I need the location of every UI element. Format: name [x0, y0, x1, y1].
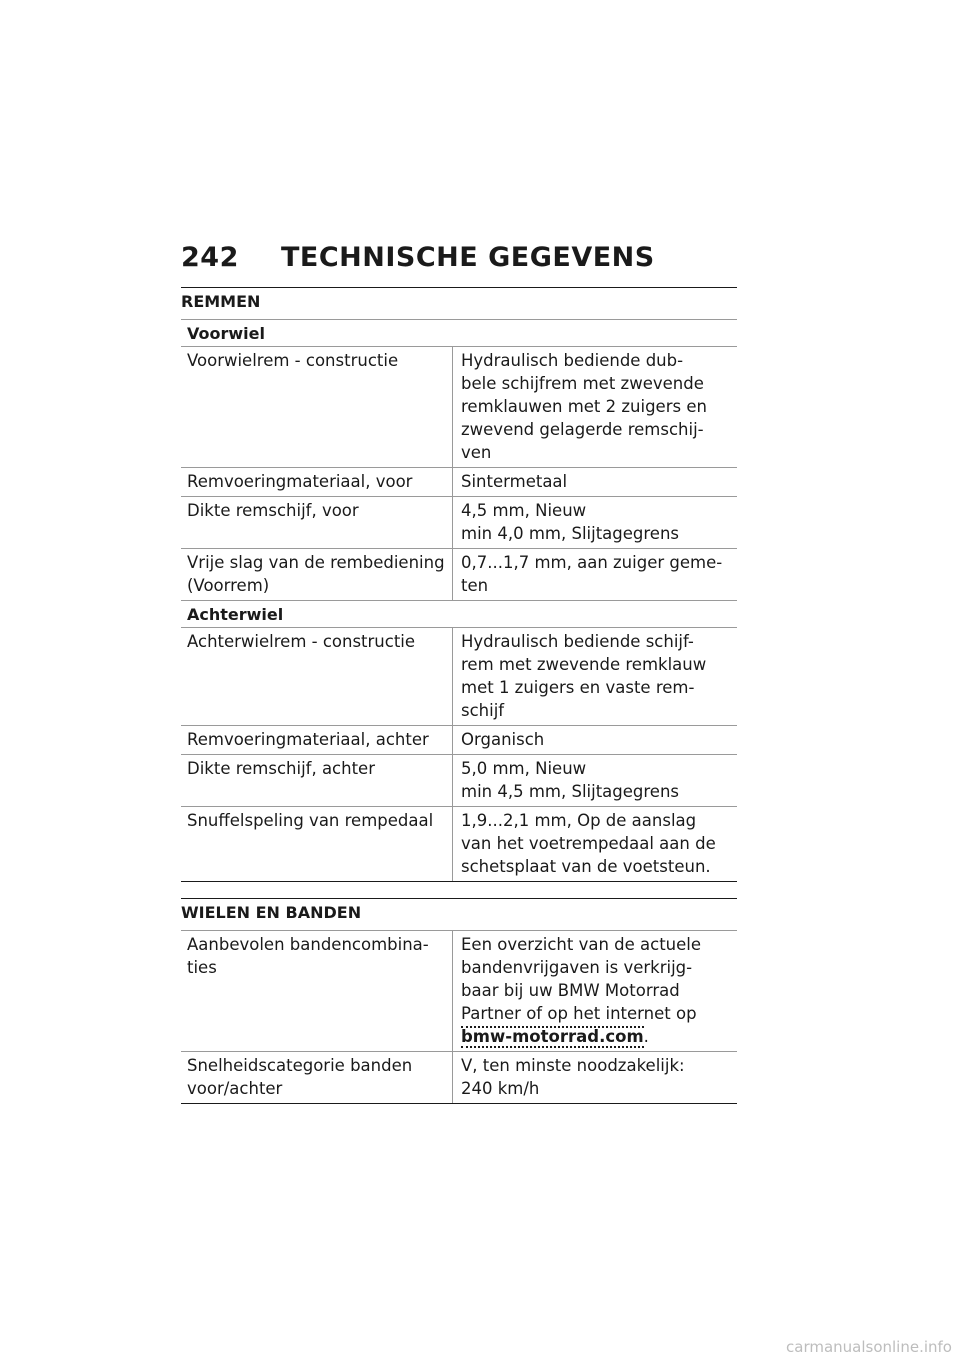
- spec-label: Remvoeringmateriaal, voor: [181, 468, 453, 496]
- table-row: [181, 496, 737, 548]
- spec-label: Vrije slag van de rembediening (Voorrem): [181, 549, 453, 600]
- subheading-achterwiel: Achterwiel: [181, 600, 737, 627]
- bmw-motorrad-link[interactable]: bmw-motorrad.com: [461, 1027, 644, 1046]
- manual-page: [181, 242, 737, 1104]
- section-title-wielen: WIELEN EN BANDEN: [181, 903, 362, 922]
- page-header: [181, 242, 737, 273]
- spec-value: Een overzicht van de actuele bandenvrijgaven is verkrijg- baar bij uw BMW Motorrad Partner of op het internet op bmw-motorrad.com.: [461, 935, 702, 1046]
- spec-label: Aanbevolen bandencombina- ties: [181, 931, 453, 1051]
- table-row: [181, 806, 737, 881]
- page-title: TECHNISCHE GEGEVENS: [281, 242, 655, 273]
- table-row: [181, 1051, 737, 1103]
- spec-value: Hydraulisch bediende schijf- rem met zwevende remklauw met 1 zuigers en vaste rem- schijf: [461, 632, 707, 720]
- spec-value: 4,5 mm, Nieuw min 4,0 mm, Slijtagegrens: [461, 501, 680, 543]
- spec-value: Sintermetaal: [461, 472, 568, 491]
- table-row: [181, 467, 737, 496]
- spec-label: Snuffelspeling van rempedaal: [181, 807, 453, 881]
- spec-value: 1,9...2,1 mm, Op de aanslag van het voetrempedaal aan de schetsplaat van de voetsteun.: [461, 811, 716, 876]
- table-row: [181, 930, 737, 1051]
- table-row: [181, 725, 737, 754]
- spec-value: V, ten minste noodzakelijk: 240 km/h: [461, 1056, 685, 1098]
- spec-label: Dikte remschijf, achter: [181, 755, 453, 806]
- spec-label: Snelheidscategorie banden voor/achter: [181, 1052, 453, 1103]
- spec-value: 5,0 mm, Nieuw min 4,5 mm, Slijtagegrens: [461, 759, 680, 801]
- table-row: [181, 548, 737, 600]
- section-title-remmen: REMMEN: [181, 292, 261, 311]
- spec-table-wielen: [181, 930, 737, 1104]
- subheading-voorwiel: Voorwiel: [181, 319, 737, 346]
- table-row: [181, 346, 737, 467]
- spec-table-remmen: [181, 319, 737, 882]
- spec-label: Remvoeringmateriaal, achter: [181, 726, 453, 754]
- spec-label: Voorwielrem - constructie: [181, 347, 453, 467]
- section-wielen: [181, 898, 737, 1104]
- page-number: 242: [181, 242, 239, 273]
- spec-value: Organisch: [461, 730, 545, 749]
- table-row: [181, 754, 737, 806]
- section-gap: [181, 882, 737, 898]
- spec-value: 0,7...1,7 mm, aan zuiger geme- ten: [461, 553, 723, 595]
- section-remmen: [181, 287, 737, 882]
- spec-label: Achterwielrem - constructie: [181, 628, 453, 725]
- spec-value: Hydraulisch bediende dub- bele schijfrem met zwevende remklauwen met 2 zuigers en zwevend gelagerde remschij- ven: [461, 351, 707, 462]
- spec-label: Dikte remschijf, voor: [181, 497, 453, 548]
- watermark: carmanualsonline.info: [786, 1338, 952, 1356]
- table-row: [181, 627, 737, 725]
